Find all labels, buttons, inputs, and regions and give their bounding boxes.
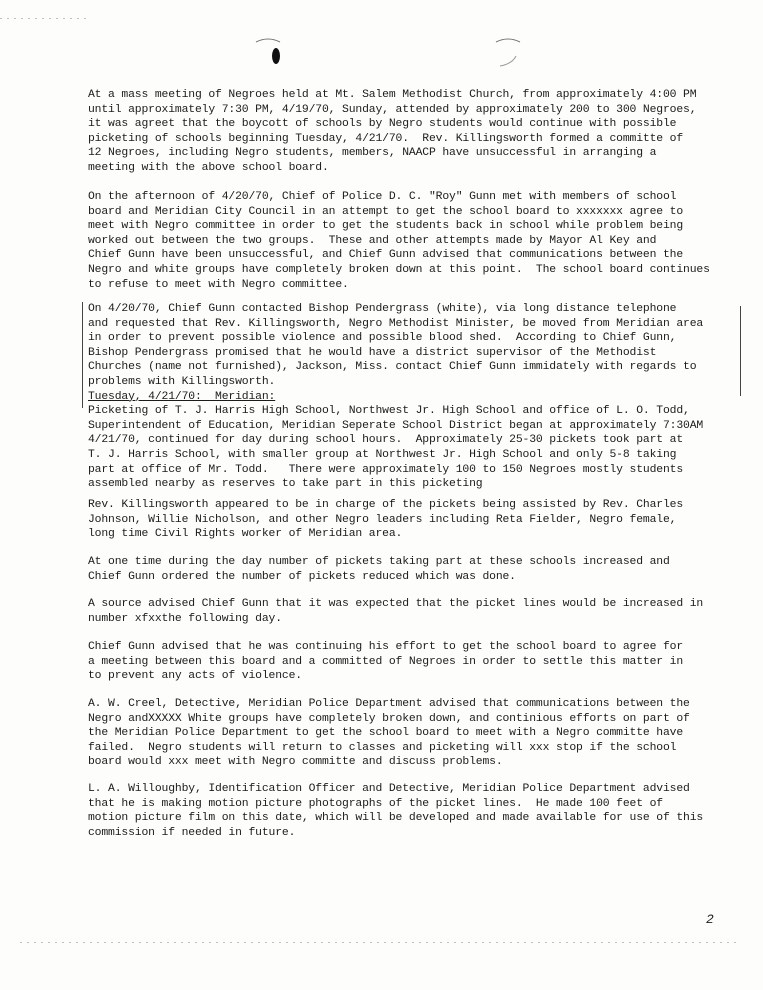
text-line: motion picture film on this date, which will be developed and made available for use of this [88, 812, 704, 825]
text-line: Churches (name not furnished), Jackson, Miss. contact Chief Gunn immidately with regards to [88, 361, 697, 374]
text-line: A. W. Creel, Detective, Meridian Police Department advised that communications between the [88, 698, 690, 710]
text-line: Superintendent of Education, Meridian Seperate School District began at approximately 7:30AM [88, 419, 704, 432]
text-line: commission if needed in future. [88, 826, 296, 839]
text-line: board and Meridian City Council in an attempt to get the school board to xxxxxxx agree to [88, 205, 684, 218]
text-line: Chief Gunn have been unsuccessful, and Chief Gunn advised that communications between the [88, 249, 684, 262]
text-line: it was agreet that the boycott of schools by Negro students would continue with possible [88, 118, 677, 131]
text-line: number xfxxthe following day. [88, 612, 282, 625]
text-line: and requested that Rev. Killingsworth, Negro Methodist Minister, be moved from Meridian area [88, 317, 704, 330]
paragraph [88, 555, 748, 584]
paragraph [88, 697, 748, 770]
paragraph [88, 498, 748, 542]
text-line: At a mass meeting of Negroes held at Mt. Salem Methodist Church, from approximately 4:00 PM [88, 89, 697, 101]
paragraph [88, 88, 748, 176]
text-line: picketing of schools beginning Tuesday, 4/21/70. Rev. Killingsworth formed a committe of [88, 132, 684, 145]
text-line: Tuesday, 4/21/70: Meridian: [88, 390, 276, 403]
text-line: Chief Gunn ordered the number of pickets reduced which was done. [88, 570, 516, 583]
text-line: board would xxx meet with Negro committe and discuss problems. [88, 756, 503, 769]
text-line: Negro and white groups have completely broken down at this point. The school board continues [88, 263, 710, 276]
text-line: On the afternoon of 4/20/70, Chief of Police D. C. "Roy" Gunn met with members of school [88, 191, 677, 203]
text-line: in order to prevent possible violence and possible blood shed. According to Chief Gunn, [88, 332, 677, 345]
text-line: meeting with the above school board. [88, 161, 329, 174]
text-line: Picketing of T. J. Harris High School, Northwest Jr. High School and office of L. O. Todd, [88, 405, 690, 418]
text-line: On 4/20/70, Chief Gunn contacted Bishop Pendergrass (white), via long distance telephone [88, 303, 677, 315]
paragraph [88, 190, 748, 292]
text-line: At one time during the day number of pickets taking part at these schools increased and [88, 556, 670, 568]
text-line: L. A. Willoughby, Identification Officer and Detective, Meridian Police Department advised [88, 783, 690, 795]
text-line: long time Civil Rights worker of Meridian area. [88, 528, 403, 541]
text-line: assembled nearby as reserves to take part in this picketing [88, 478, 483, 491]
scan-noise [0, 18, 90, 19]
text-line: 12 Negroes, including Negro students, members, NAACP have unsuccessful in arranging a [88, 147, 657, 160]
text-line: A source advised Chief Gunn that it was expected that the picket lines would be increased in [88, 598, 704, 610]
text-line: Negro andXXXXX White groups have completely broken down, and continious efforts on part of [88, 712, 690, 725]
text-line: worked out between the two groups. These and other attempts made by Mayor Al Key and [88, 234, 657, 247]
text-line: to prevent any acts of violence. [88, 670, 302, 683]
text-line: Rev. Killingsworth appeared to be in charge of the pickets being assisted by Rev. Charles [88, 499, 684, 511]
paragraph [88, 782, 748, 840]
punch-hole-right-icon [490, 36, 530, 76]
text-line: 4/21/70, continued for day during school hours. Approximately 25-30 pickets took part at [88, 434, 684, 447]
paragraph [88, 597, 748, 626]
paragraph [88, 640, 748, 684]
text-line: that he is making motion picture photographs of the picket lines. He made 100 feet of [88, 797, 663, 810]
text-line: Chief Gunn advised that he was continuing his effort to get the school board to agree for [88, 641, 684, 653]
text-line: failed. Negro students will return to classes and picketing will xxx stop if the school [88, 741, 677, 754]
margin-bracket-left [82, 302, 83, 408]
punch-hole-left-icon [250, 36, 290, 76]
text-line: T. J. Harris School, with smaller group at Northwest Jr. High School and only 5-8 taking [88, 448, 677, 461]
text-line: until approximately 7:30 PM, 4/19/70, Sunday, attended by approximately 200 to 300 Negroes, [88, 103, 697, 116]
text-line: to refuse to meet with Negro committee. [88, 278, 349, 291]
text-line: meet with Negro committee in order to get the students back in school while problem being [88, 220, 684, 233]
text-line: Bishop Pendergrass promised that he would have a district supervisor of the Methodist [88, 346, 657, 359]
paragraph [88, 302, 748, 492]
scan-noise [20, 942, 740, 943]
text-line: problems with Killingsworth. [88, 375, 276, 388]
text-line: a meeting between this board and a committed of Negroes in order to settle this matter in [88, 655, 684, 668]
text-line: Johnson, Willie Nicholson, and other Negro leaders including Reta Fielder, Negro female, [88, 513, 677, 526]
text-line: part at office of Mr. Todd. There were approximately 100 to 150 Negroes mostly students [88, 463, 684, 476]
text-line: the Meridian Police Department to get the school board to meet with a Negro committe have [88, 727, 684, 740]
page-number: 2 [706, 912, 714, 927]
